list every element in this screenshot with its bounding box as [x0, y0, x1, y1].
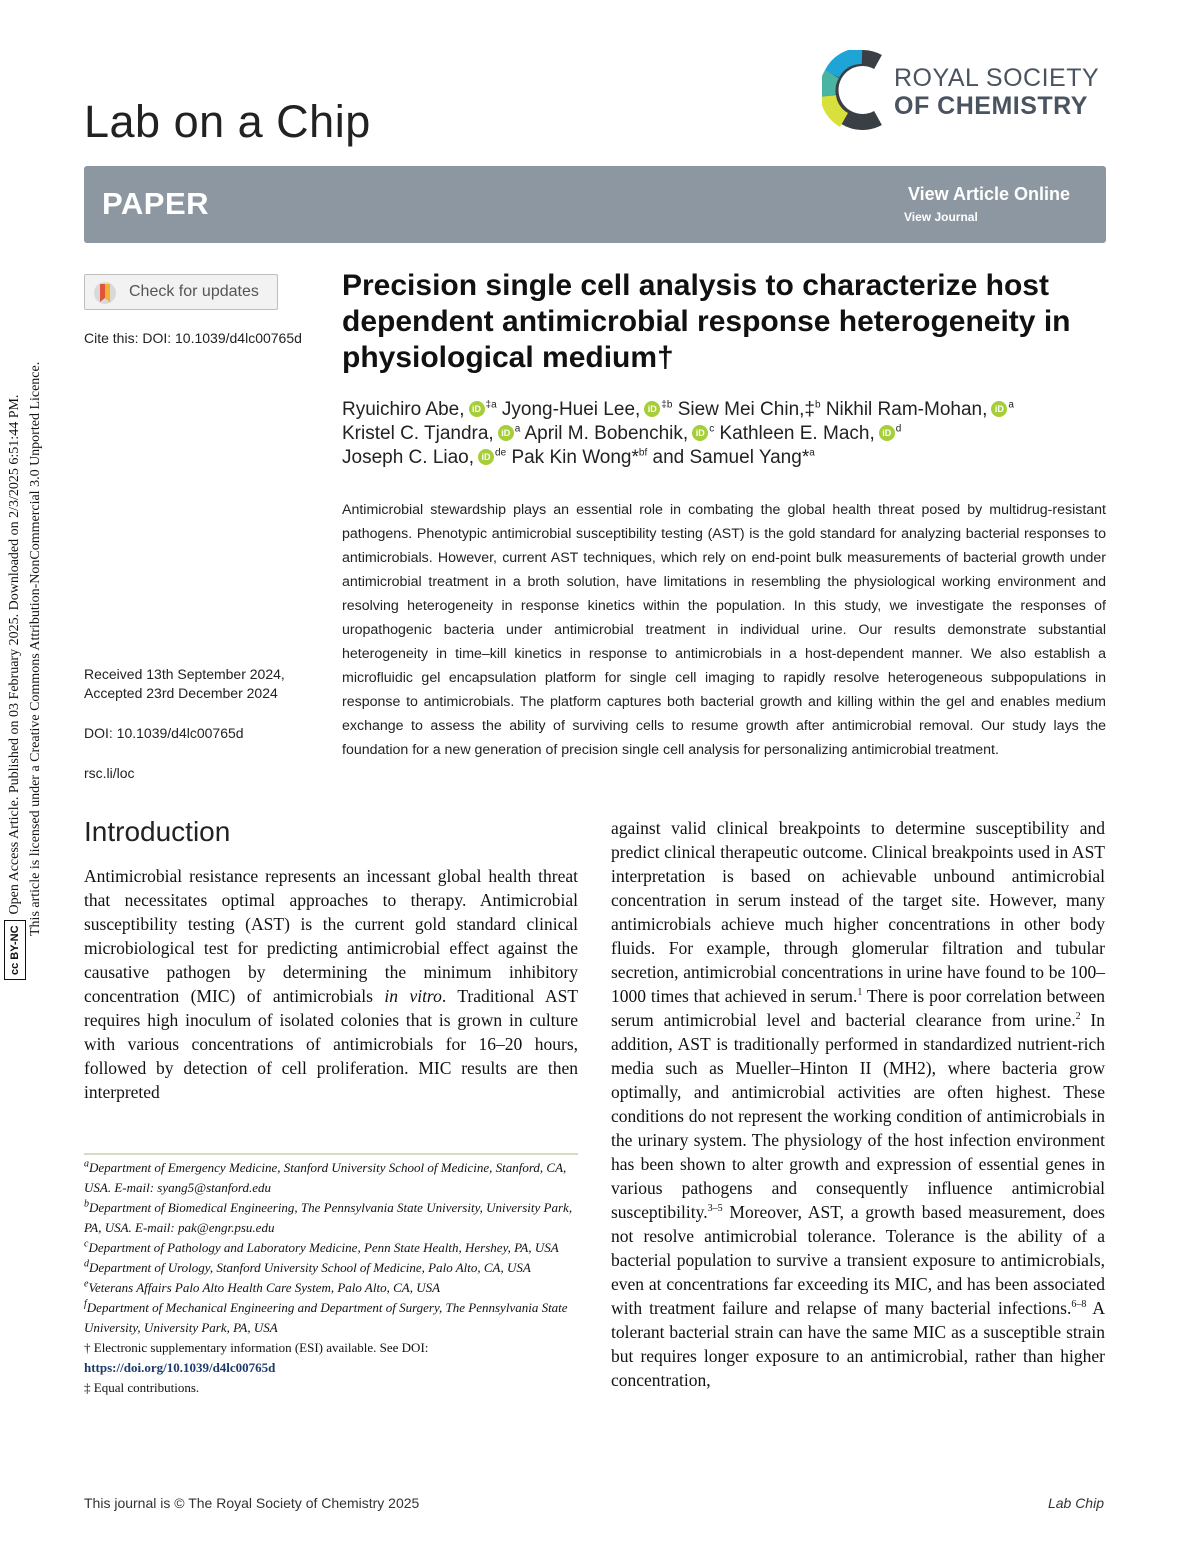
author: [826, 399, 1014, 420]
check-for-updates-button[interactable]: [84, 274, 278, 310]
affiliation-a: $^a$Department of Emergency Medicine, Stanford University School of Medicine, Stanford, CA, USA. E-mail: syang5@stanford.edu: [84, 1158, 567, 1195]
received-date: Received 13th September 2024,: [84, 666, 285, 682]
citation-ref[interactable]: 6–8: [1071, 1299, 1087, 1311]
equal-contribution-note: ‡ Equal contributions.: [84, 1380, 200, 1395]
footer-journal: Lab Chip: [1047, 1495, 1104, 1511]
footer-copyright: This journal is © The Royal Society of Chemistry 2025: [84, 1495, 420, 1511]
publisher-name: ROYAL SOCIETY OF CHEMISTRY: [894, 64, 1100, 120]
author-name: Siew Mei Chin,‡: [677, 399, 815, 420]
author-list: [342, 398, 1112, 470]
affiliation-c: $^c$Department of Pathology and Laboratory Medicine, Penn State Health, Hershey, PA, USA: [84, 1238, 559, 1255]
author-affiliation: de: [495, 447, 507, 459]
accepted-date: Accepted 23rd December 2024: [84, 685, 278, 701]
author-name: Kathleen E. Mach,: [719, 423, 875, 444]
rsc-logo[interactable]: [822, 50, 1108, 134]
intro-column-1: Antimicrobial resistance represents an incessant global health threat that necessitates optimal approaches to therapy. Antimicrobial susceptibility testing (AST) is the current gold standard clinical microbiological test for predicting antimicrobial effect against the causative pathogen by determining the minimum inhibitory concentration (MIC) of antimicrobials in vitro. Traditional AST requires high inoculum of isolated colonies that is grown in culture with various concentrations of antimicrobials for 16–20 hours, followed by detection of cell proliferation. MIC results are then interpreted: [84, 866, 579, 1102]
author: [525, 423, 715, 444]
orcid-icon[interactable]: iD: [498, 425, 514, 441]
author-affiliation: b: [814, 399, 821, 411]
intro-column-2: against valid clinical breakpoints to determine susceptibility and predict clinical therapeutic outcome. Clinical breakpoints used in AST interpretation is based on achievable unbound antimicrobial concentration in serum instead of the target site. However, many antimicrobials achieve much higher concentrations in other body fluids. For example, through glomerular filtration and tubular secretion, antimicrobial concentrations in urine have found to be 100–1000 times that achieved in serum.$^1$ There is poor correlation between serum antimicrobial level and bacterial clearance from urine.$^2$ In addition, AST is traditionally performed in standardized nutrient-rich media such as Mueller–Hinton II (MH2), where bacteria grow optimally, and antimicrobial activities are often highest. These conditions do not represent the working condition of antimicrobials in the urinary system. The physiology of the host infection environment has been shown to alter growth and expression of essential genes in various pathogens and consequently influence antimicrobial susceptibility.$^{3-5}$ Moreover, AST, a growth based measurement, does not resolve antimicrobial tolerance. Tolerance is the ability of a bacterial population to survive a transient exposure to antimicrobials, even at concentrations far exceeding its MIC, and has been associated with treatment failure and relapse of many bacterial infections.$^{6-8}$ A tolerant bacterial strain can have the same MIC as a susceptible strain but requires longer exposure to an antimicrobial, rather than higher concentration,: [611, 818, 1105, 1390]
rsc-logo-icon: [822, 50, 888, 130]
author: [342, 399, 497, 420]
author-name: Ryuichiro Abe,: [342, 399, 465, 420]
author-name: Kristel C. Tjandra,: [342, 423, 494, 444]
author: [342, 447, 506, 468]
author-name: Nikhil Ram-Mohan,: [825, 399, 988, 420]
author-affiliation: ‡a: [485, 399, 497, 411]
author: [678, 399, 821, 420]
citation-ref[interactable]: 1: [857, 987, 863, 999]
esi-link[interactable]: https://doi.org/10.1039/d4lc00765d: [84, 1360, 276, 1375]
affiliation-b: $^b$Department of Biomedical Engineering, The Pennsylvania State University, University Park, PA, USA. E-mail: pak@engr.psu.edu: [84, 1198, 573, 1235]
citation-ref[interactable]: 2: [1075, 1011, 1081, 1023]
author-affiliation: a: [514, 423, 521, 435]
author: [342, 423, 520, 444]
affiliation-d: $^d$Department of Urology, Stanford University School of Medicine, Palo Alto, CA, USA: [84, 1258, 531, 1275]
footnote-divider: [84, 1153, 578, 1155]
author-affiliation: a: [1008, 399, 1014, 411]
check-for-updates-label: Check for updates: [129, 283, 259, 300]
article-type-label: PAPER: [102, 186, 210, 221]
author-name: Pak Kin Wong*: [511, 447, 639, 468]
orcid-icon[interactable]: iD: [478, 449, 494, 465]
affiliation-f: $^f$Department of Mechanical Engineering and Department of Surgery, The Pennsylvania State University, University Park, PA, USA: [84, 1298, 568, 1335]
licence-line-1: cc BY-NCOpen Access Article. Published on 03 February 2025. Downloaded on 2/3/2025 6:51:44 PM.: [4, 180, 26, 980]
esi-note: † Electronic supplementary information (ESI) available. See DOI: https://doi.org/10.1039/d4lc00765d: [84, 1340, 429, 1375]
view-article-online-link[interactable]: View Article Online: [907, 184, 1070, 204]
author-name: April M. Bobenchik,: [524, 423, 689, 444]
author-affiliation: bf: [638, 447, 648, 459]
journal-link[interactable]: rsc.li/loc: [84, 765, 135, 781]
licence-line-2[interactable]: This article is licensed under a Creative Commons Attribution-NonCommercial 3.0 Unported Licence.: [28, 361, 43, 936]
cite-this: Cite this: DOI: 10.1039/d4lc00765d: [84, 330, 302, 346]
footnotes: [84, 1158, 578, 1398]
author: [719, 423, 901, 444]
citation-ref[interactable]: 3–5: [707, 1203, 723, 1215]
affiliation-e: $^e$Veterans Affairs Palo Alto Health Care System, Palo Alto, CA, USA: [84, 1278, 441, 1295]
orcid-icon[interactable]: iD: [469, 401, 485, 417]
bookmark-icon: [93, 281, 119, 305]
author-name: Jyong-Huei Lee,: [501, 399, 641, 420]
orcid-icon[interactable]: iD: [991, 401, 1007, 417]
author: [502, 399, 673, 420]
article-type-band: [84, 166, 1106, 243]
orcid-icon[interactable]: iD: [879, 425, 895, 441]
orcid-icon[interactable]: iD: [692, 425, 708, 441]
author-affiliation: d: [895, 423, 902, 435]
author: [511, 447, 647, 468]
orcid-icon[interactable]: iD: [644, 401, 660, 417]
abstract: Antimicrobial stewardship plays an essential role in combating the global health threat posed by multidrug-resistant pathogens. Phenotypic antimicrobial susceptibility testing (AST) is the gold standard for analyzing bacterial responses to antimicrobials. However, current AST techniques, which rely on end-point bulk measurements of bacterial growth under antimicrobial treatment in a broth solution, have limitations in resembling the physiological working environment and resolving heterogeneity in response kinetics within the population. In this study, we investigate the responses of uropathogenic bacteria under antimicrobial treatment in individual urine. Our results demonstrate substantial heterogeneity in time–kill kinetics in response to antimicrobials in a host-dependent manner. We also establish a microfluidic gel encapsulation platform for single cell imaging to rapidly resolve heterogeneous subpopulations in response to antimicrobials. The platform captures both bacterial growth and killing within the gel and enables medium exchange to assess the ability of surviving cells to resume growth after antimicrobial removal. Our study lays the foundation for a new generation of precision single cell analysis for personalizing antimicrobial treatment.: [342, 502, 1106, 758]
author-name: Joseph C. Liao,: [342, 447, 475, 468]
journal-title: Lab on a Chip: [84, 96, 371, 147]
author-affiliation: c: [709, 423, 715, 435]
author-affiliation: a: [809, 447, 815, 459]
doi[interactable]: DOI: 10.1039/d4lc00765d: [84, 725, 244, 741]
author: [653, 447, 815, 468]
author-name: and Samuel Yang*: [652, 447, 810, 468]
view-journal-link[interactable]: View Journal: [904, 210, 978, 224]
article-title: Precision single cell analysis to characterize host dependent antimicrobial response heterogeneity in physiological medium†: [342, 269, 1071, 374]
section-heading-introduction: Introduction: [84, 816, 231, 847]
cc-badge[interactable]: cc BY-NC: [4, 920, 26, 980]
sideways-licence: [4, 180, 56, 980]
author-affiliation: ‡b: [661, 399, 673, 411]
